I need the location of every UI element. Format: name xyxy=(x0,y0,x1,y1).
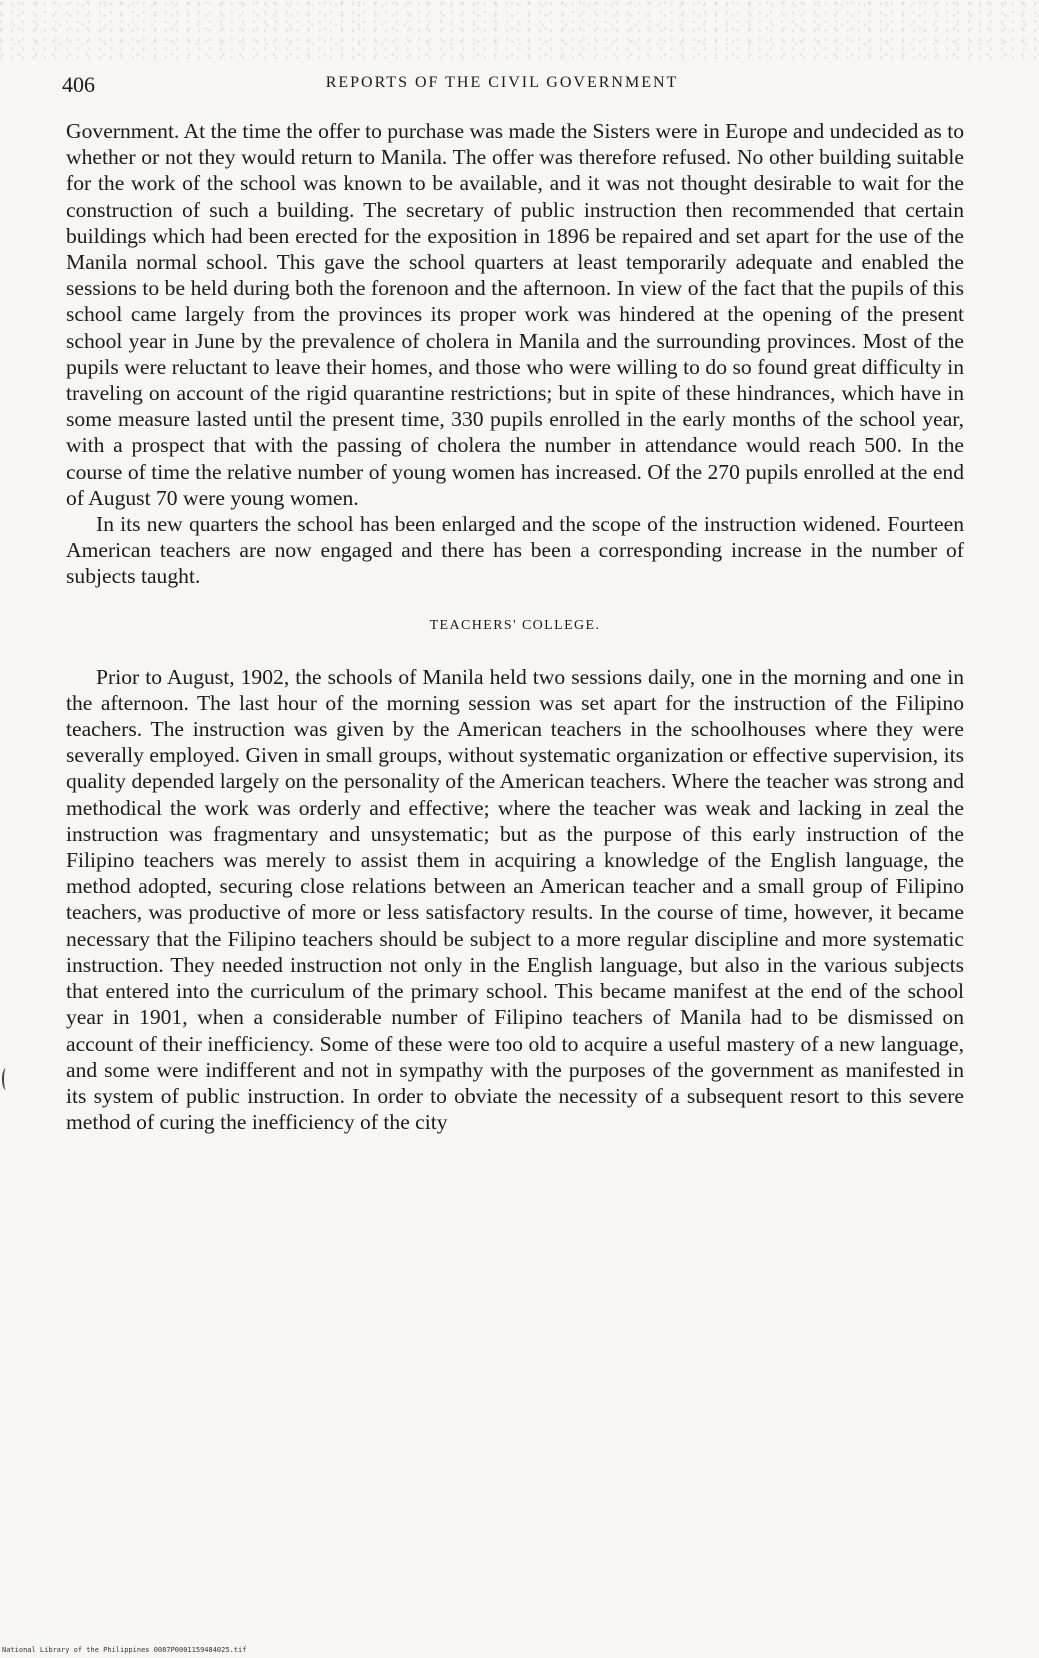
section-heading: TEACHERS' COLLEGE. xyxy=(429,617,601,633)
paragraph: In its new quarters the school has been enlarged and the scope of the instruction widened. Fourteen American teachers are now engaged and there has been a corresponding increase in the number of subjects taught. xyxy=(66,512,964,589)
paragraph: Government. At the time the offer to purchase was made the Sisters were in Europe and undecided as to whether or not they would return to Manila. The offer was therefore refused. No other building suitable for the work of the school was known to be available, and it was not thought desirable to wait for the construction of such a building. The secretary of public instruction then recommended that certain buildings which had been erected for the exposition in 1896 be repaired and set apart for the use of the Manila normal school. This gave the school quarters at least temporarily adequate and enabled the sessions to be held during both the forenoon and the afternoon. In view of the fact that the pupils of this school came largely from the provinces its proper work was hindered at the opening of the present school year in June by the prevalence of cholera in Manila and the surrounding provinces. Most of the pupils were reluctant to leave their homes, and those who were willing to do so found great difficulty in traveling on account of the rigid quarantine restrictions; but in spite of these hindrances, which have in some measure lasted until the present time, 330 pupils enrolled in the early months of the school year, with a prospect that with the passing of cholera the number in attendance would reach 500. In the course of time the relative number of young women has increased. Of the 270 pupils enrolled at the end of August 70 were young women. xyxy=(66,119,964,510)
page-header xyxy=(62,72,942,102)
margin-mark xyxy=(2,1068,10,1090)
scan-speckle xyxy=(0,0,1039,60)
page-number: 406 xyxy=(62,72,95,97)
running-head: REPORTS OF THE CIVIL GOVERNMENT xyxy=(325,74,679,91)
scan-footer: National Library of the Philippines 0087P0001159484025.tif xyxy=(2,1646,247,1654)
paragraph: Prior to August, 1902, the schools of Manila held two sessions daily, one in the morning and one in the afternoon. The last hour of the morning session was set apart for the instruction of the Filipino teachers. The instruction was given by the American teachers in the schoolhouses where they were severally employed. Given in small groups, without systematic organization or effective supervision, its quality depended largely on the personality of the American teachers. Where the teacher was strong and methodical the work was orderly and effective; where the teacher was weak and lacking in zeal the instruction was fragmentary and unsystematic; but as the purpose of this early instruction of the Filipino teachers was merely to assist them in acquiring a knowledge of the English language, the method adopted, securing close relations between an American teacher and a small group of Filipino teachers, was productive of more or less satisfactory results. In the course of time, however, it became necessary that the Filipino teachers should be subject to a more regular discipline and more systematic instruction. They needed instruction not only in the English language, but also in the various subjects that entered into the curriculum of the primary school. This became manifest at the end of the school year in 1901, when a considerable number of Filipino teachers of Manila had to be dismissed on account of their inefficiency. Some of these were too old to acquire a useful mastery of a new language, and some were indifferent and not in sympathy with the purposes of the government as manifested in its system of public instruction. In order to obviate the necessity of a subsequent resort to this severe method of curing the inefficiency of the city xyxy=(66,664,964,1135)
body-text xyxy=(66,118,964,1135)
